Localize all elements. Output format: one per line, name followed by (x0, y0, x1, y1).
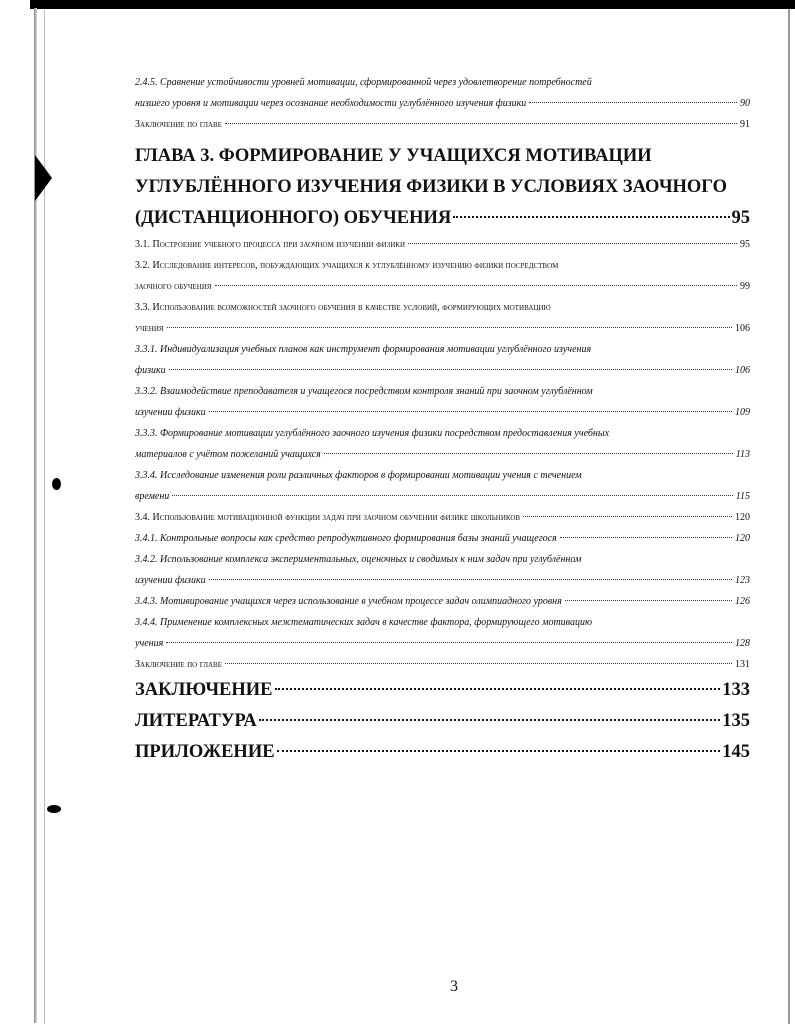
toc-entry-title: низшего уровня и мотивации через осознание необходимости углублённого изучения физики (135, 98, 527, 109)
toc-entry-3-3-line1: 3.3. Использование возможностей заочного обучения в качестве условий, формирующих мотивацию (135, 302, 551, 313)
toc-page: 135 (722, 711, 750, 731)
dot-leader (172, 495, 732, 496)
toc-page: 106 (735, 365, 750, 376)
dot-leader (277, 750, 721, 752)
toc-entry-3-4-3[interactable] (135, 591, 750, 612)
toc-entry-title: изучении физики (135, 407, 206, 418)
toc-entry-3-3-3[interactable] (135, 444, 750, 465)
toc-entry-3-3-4[interactable] (135, 486, 750, 507)
toc-entry-title: (ДИСТАНЦИОННОГО) ОБУЧЕНИЯ (135, 208, 452, 228)
dot-leader (166, 642, 732, 643)
toc-entry-3-4-1[interactable] (135, 528, 750, 549)
dot-leader (209, 411, 732, 412)
toc-entry-3-1[interactable] (135, 234, 750, 255)
scan-dot-mark (47, 805, 61, 813)
toc-entry-3-3-1[interactable] (135, 360, 750, 381)
toc-entry-literature[interactable] (135, 706, 750, 737)
toc-page: 133 (722, 680, 750, 700)
dot-leader (209, 579, 732, 580)
dot-leader (565, 600, 732, 601)
toc-entry-3-3-2-line1: 3.3.2. Взаимодействие преподавателя и учащегося посредством контроля знаний при заочном углублённом (135, 386, 593, 397)
toc-entry-title: 3.1. Построение учебного процесса при заочном изучении физики (135, 239, 405, 250)
toc-page: 145 (722, 742, 750, 762)
toc-page: 128 (735, 638, 750, 649)
toc-entry-appendix[interactable] (135, 737, 750, 768)
table-of-contents (135, 72, 750, 768)
dot-leader (523, 516, 732, 517)
toc-page: 109 (735, 407, 750, 418)
toc-chapter3-line2: УГЛУБЛЁННОГО ИЗУЧЕНИЯ ФИЗИКИ В УСЛОВИЯХ ЗАОЧНОГО (135, 177, 727, 197)
scan-right-edge (788, 9, 790, 1024)
toc-entry-3-2[interactable] (135, 276, 750, 297)
toc-entry-3-3[interactable] (135, 318, 750, 339)
toc-entry-3-4-4[interactable] (135, 633, 750, 654)
scan-dot-mark (52, 478, 61, 490)
toc-entry-3-3-2[interactable] (135, 402, 750, 423)
toc-entry-chapter3[interactable] (135, 203, 750, 234)
dot-leader (167, 327, 732, 328)
toc-page: 120 (735, 533, 750, 544)
toc-entry-ch3-conclusion[interactable] (135, 654, 750, 675)
toc-entry-title: 3.4.1. Контрольные вопросы как средство репродуктивного формирования базы знаний учащегося (135, 533, 557, 544)
toc-entry-title: учения (135, 323, 164, 334)
toc-page: 95 (740, 239, 750, 250)
toc-page: 120 (735, 512, 750, 523)
dot-leader (560, 537, 732, 538)
toc-page: 131 (735, 659, 750, 670)
toc-chapter3-line1: ГЛАВА 3. ФОРМИРОВАНИЕ У УЧАЩИХСЯ МОТИВАЦИИ (135, 146, 652, 166)
toc-entry-conclusion[interactable] (135, 675, 750, 706)
dot-leader (215, 285, 737, 286)
toc-page: 99 (740, 281, 750, 292)
toc-entry-title: материалов с учётом пожеланий учащихся (135, 449, 321, 460)
dot-leader (259, 719, 721, 721)
toc-entry-title: ЗАКЛЮЧЕНИЕ (135, 680, 273, 700)
toc-entry-title: ПРИЛОЖЕНИЕ (135, 742, 275, 762)
scan-top-border (30, 0, 795, 9)
toc-page: 90 (740, 98, 750, 109)
scan-arrow-mark (35, 155, 52, 201)
toc-entry-title: времени (135, 491, 170, 502)
toc-entry-3-4-2[interactable] (135, 570, 750, 591)
toc-entry-title: физики (135, 365, 166, 376)
toc-page: 91 (740, 119, 750, 130)
dot-leader (408, 243, 737, 244)
toc-entry-title: Заключение по главе (135, 119, 222, 130)
dot-leader (275, 688, 721, 690)
toc-page: 123 (735, 575, 750, 586)
toc-entry-3-3-4-line1: 3.3.4. Исследование изменения роли различных факторов в формировании мотивации учения с течением (135, 470, 582, 481)
toc-page: 126 (735, 596, 750, 607)
dot-leader (225, 663, 732, 664)
dot-leader (169, 369, 732, 370)
toc-page: 113 (735, 449, 750, 460)
toc-entry-ch2-conclusion[interactable] (135, 114, 750, 135)
toc-page: 106 (735, 323, 750, 334)
toc-entry-3-2-line1: 3.2. Исследование интересов, побуждающих учащихся к углублённому изучению физики посредством (135, 260, 559, 271)
toc-entry-3-3-3-line1: 3.3.3. Формирование мотивации углублённого заочного изучения физики посредством предоставления учебных (135, 428, 610, 439)
dot-leader (529, 102, 737, 103)
toc-entry-title: 3.4. Использование мотивационной функции задач при заочном обучении физике школьников (135, 512, 521, 523)
dot-leader (225, 123, 737, 124)
toc-page: 95 (731, 208, 750, 228)
toc-entry-title: учения (135, 638, 164, 649)
toc-entry-3-4-4-line1: 3.4.4. Применение комплексных межтематических задач в качестве фактора, формирующего мотивацию (135, 617, 593, 628)
dot-leader (324, 453, 733, 454)
toc-entry-3-3-1-line1: 3.3.1. Индивидуализация учебных планов как инструмент формирования мотивации углублённого изучения (135, 344, 592, 355)
toc-page: 115 (735, 491, 750, 502)
toc-entry-title: ЛИТЕРАТУРА (135, 711, 257, 731)
toc-entry-title: изучении физики (135, 575, 206, 586)
toc-entry-2-4-5-line1: 2.4.5. Сравнение устойчивости уровней мотивации, сформированной через удовлетворение потребностей (135, 77, 592, 88)
toc-entry-3-4[interactable] (135, 507, 750, 528)
toc-entry-title: заочного обучения (135, 281, 212, 292)
toc-entry-3-4-2-line1: 3.4.2. Использование комплекса экспериментальных, оценочных и сводимых к ним задач при углублённом (135, 554, 582, 565)
toc-entry-title: 3.4.3. Мотивирование учащихся через использование в учебном процессе задач олимпиадного уровня (135, 596, 562, 607)
toc-entry-2-4-5[interactable] (135, 93, 750, 114)
dot-leader (453, 216, 729, 218)
page-number: 3 (450, 978, 458, 995)
toc-entry-title: Заключение по главе (135, 659, 222, 670)
